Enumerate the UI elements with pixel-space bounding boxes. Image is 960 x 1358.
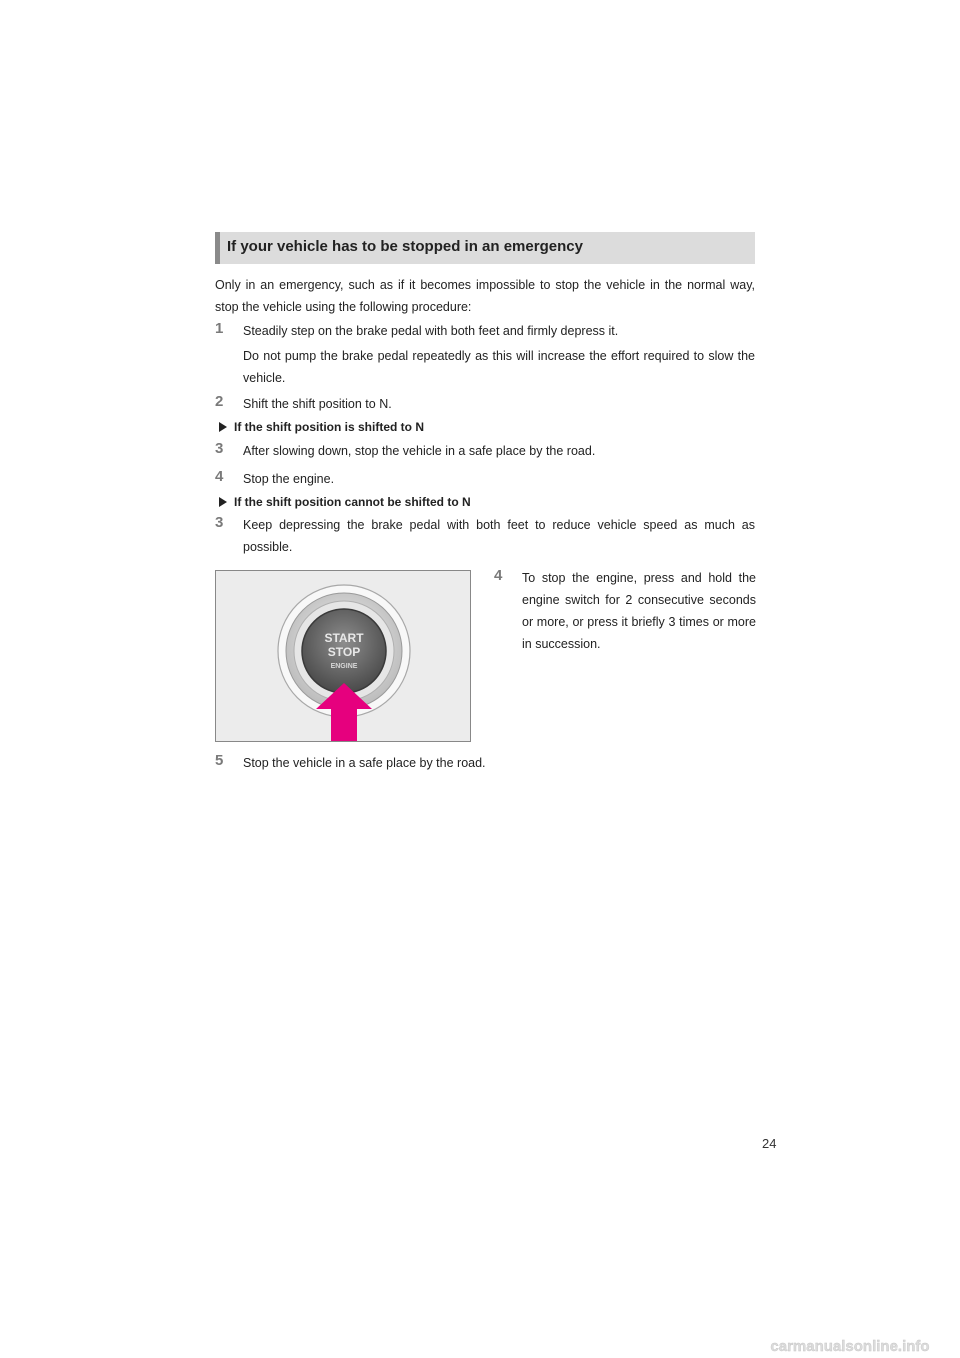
section-header-bar <box>215 232 220 264</box>
case-shifted-step-3-text: After slowing down, stop the vehicle in a safe place by the road. <box>243 444 596 458</box>
button-label-start: START <box>324 631 364 645</box>
button-label-engine: ENGINE <box>330 663 358 670</box>
watermark-text: carmanualsonline.info <box>770 1338 930 1355</box>
case-not-shifted-step-4-number: 4 <box>494 567 503 584</box>
case-not-shifted-heading: If the shift position cannot be shifted to N <box>219 495 471 509</box>
step-1-note: Do not pump the brake pedal repeatedly as this will increase the effort required to slow the vehicle. <box>243 349 755 385</box>
watermark-logo <box>0 1334 960 1358</box>
case-not-shifted-step-3-text: Keep depressing the brake pedal with both feet to reduce vehicle speed as much as possible. <box>243 518 755 554</box>
section-title: If your vehicle has to be stopped in an emergency <box>227 238 583 255</box>
triangle-bullet-icon <box>219 497 227 507</box>
step-2-number: 2 <box>215 393 224 410</box>
case-shifted-step-3-number: 3 <box>215 440 224 457</box>
step-1-number: 1 <box>215 320 224 337</box>
case-not-shifted-step-3-number: 3 <box>215 514 224 531</box>
triangle-bullet-icon <box>219 422 227 432</box>
case-not-shifted-step-4-text: To stop the engine, press and hold the engine switch for 2 consecutive seconds or more, or press it briefly 3 times or more in succession. <box>522 571 756 651</box>
case-shifted-heading: If the shift position is shifted to N <box>219 420 424 434</box>
page-number: 24 <box>762 1136 777 1151</box>
case-not-shifted-step-5-text: Stop the vehicle in a safe place by the road. <box>243 756 486 770</box>
button-label-stop: STOP <box>327 645 361 659</box>
engine-switch-illustration <box>216 571 470 741</box>
case-shifted-step-4-number: 4 <box>215 468 224 485</box>
step-1-text: Steadily step on the brake pedal with both feet and firmly depress it. <box>243 324 619 338</box>
step-2-text: Shift the shift position to N. <box>243 397 392 411</box>
case-shifted-step-4-text: Stop the engine. <box>243 472 335 486</box>
intro-paragraph: Only in an emergency, such as if it becomes impossible to stop the vehicle in the normal way, stop the vehicle using the following procedure: <box>215 278 755 314</box>
case-not-shifted-step-5-number: 5 <box>215 752 224 769</box>
engine-switch-figure <box>215 570 471 742</box>
section-header <box>215 232 755 264</box>
